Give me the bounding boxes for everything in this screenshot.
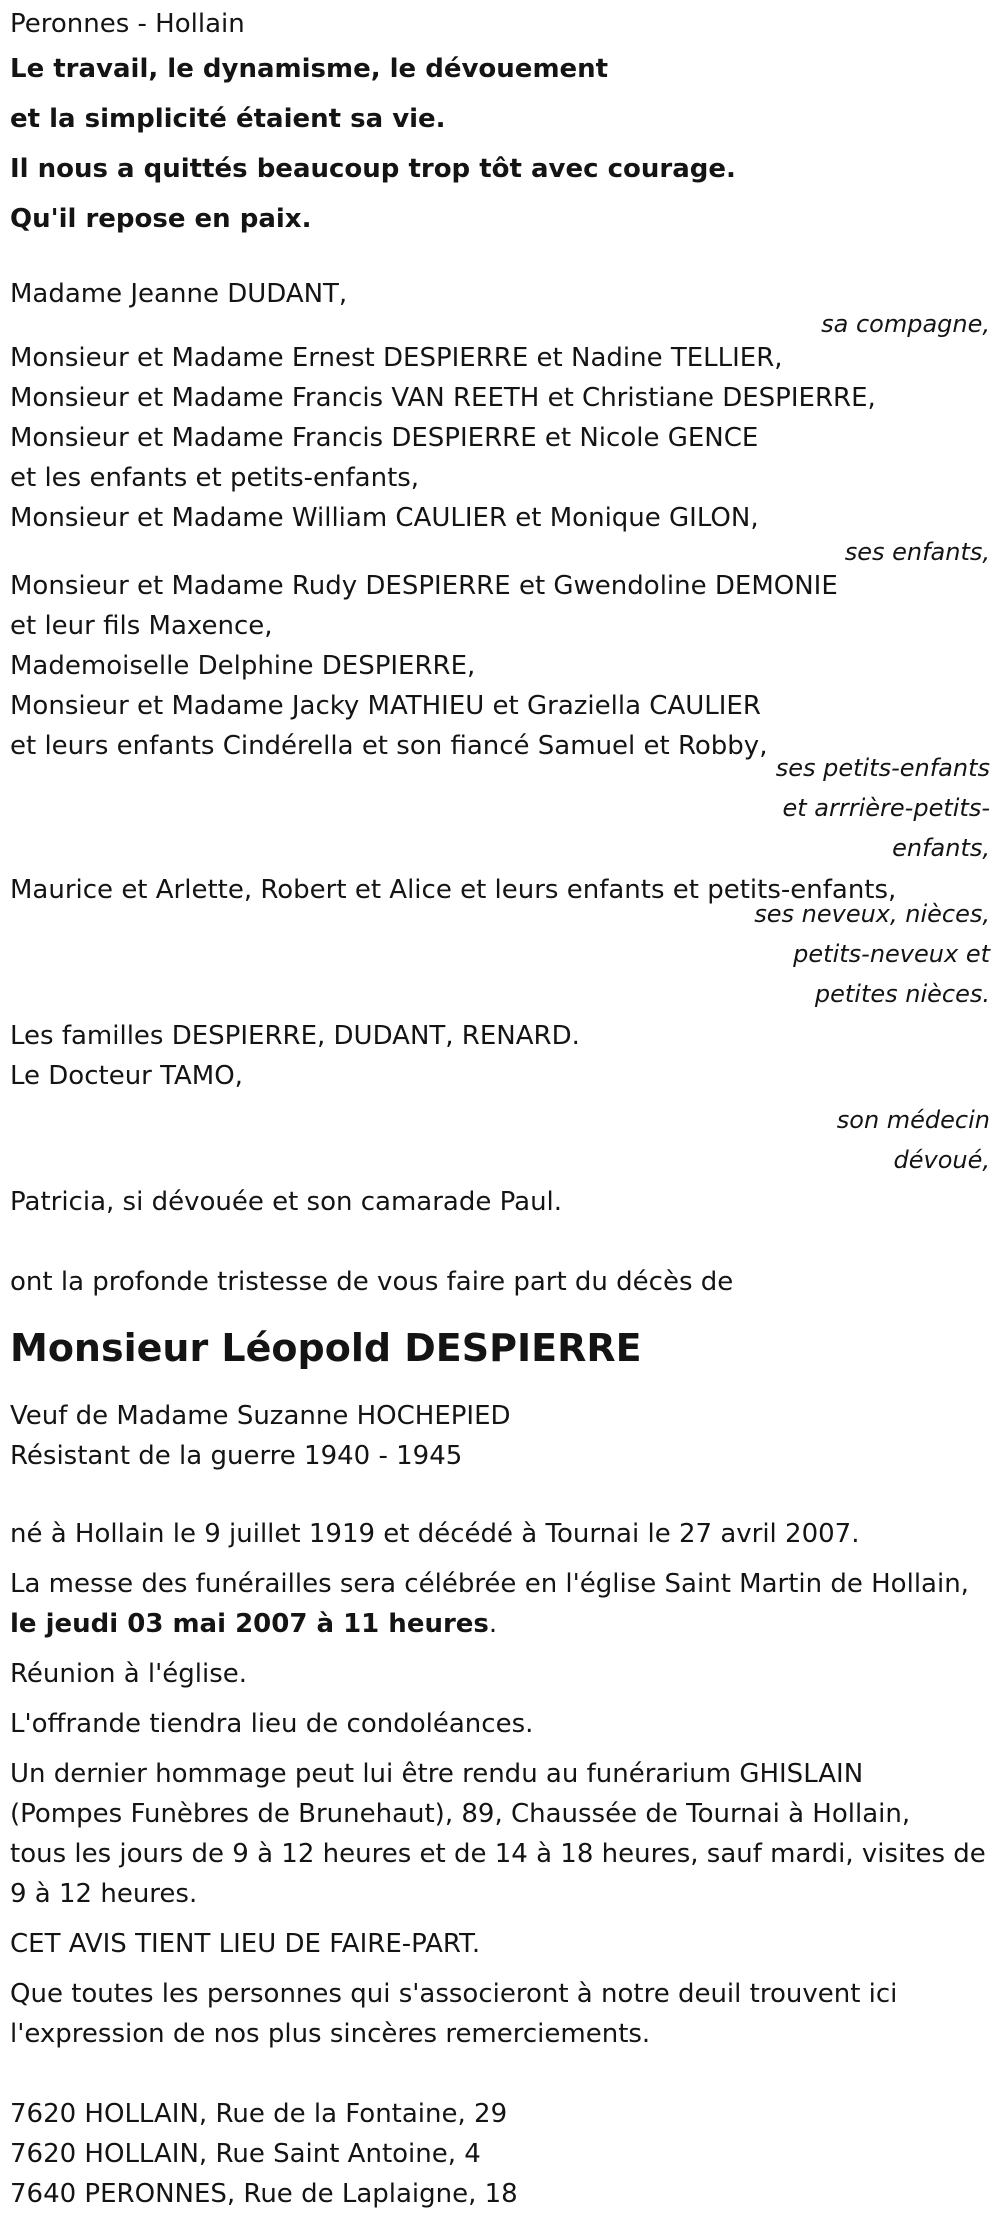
- tribute-line: Un dernier hommage peut lui être rendu au funérarium GHISLAIN: [10, 1759, 864, 1789]
- child-line: Monsieur et Madame Francis DESPIERRE et Nicole GENCE: [10, 423, 759, 453]
- grandchildren-role: enfants,: [892, 834, 990, 862]
- grandchild-line: Monsieur et Madame Jacky MATHIEU et Graziella CAULIER: [10, 691, 761, 721]
- quote-line: Le travail, le dynamisme, le dévouement: [10, 54, 609, 84]
- mass-date-end: .: [488, 1609, 498, 1639]
- friend-line: Patricia, si dévouée et son camarade Paul.: [10, 1187, 563, 1217]
- widower-line: Veuf de Madame Suzanne HOCHEPIED: [10, 1401, 511, 1431]
- grandchild-line: et leurs enfants Cindérella et son fiancé Samuel et Robby,: [10, 731, 768, 761]
- mass-date: le jeudi 03 mai 2007 à 11 heures: [10, 1609, 489, 1639]
- child-line: Monsieur et Madame Francis VAN REETH et Christiane DESPIERRE,: [10, 383, 876, 413]
- grandchildren-role: et arrrière-petits-: [782, 794, 990, 822]
- nephews-role: petites nièces.: [814, 980, 990, 1008]
- doctor-role: dévoué,: [893, 1146, 990, 1174]
- offering-line: L'offrande tiendra lieu de condoléances.: [10, 1709, 534, 1739]
- deceased-name: Monsieur Léopold DESPIERRE: [10, 1326, 642, 1370]
- announcement-line: ont la profonde tristesse de vous faire part du décès de: [10, 1267, 734, 1297]
- nephews-role: petits-neveux et: [793, 940, 990, 968]
- address-line: 7640 PERONNES, Rue de Laplaigne, 18: [10, 2179, 518, 2209]
- obituary-notice: [0, 4, 1000, 2214]
- grandchild-line: et leur fils Maxence,: [10, 611, 273, 641]
- tribute-line: (Pompes Funèbres de Brunehaut), 89, Chaussée de Tournai à Hollain,: [10, 1799, 911, 1829]
- place-header: Peronnes - Hollain: [10, 9, 245, 39]
- doctor-line: Le Docteur TAMO,: [10, 1061, 243, 1091]
- notice-line: CET AVIS TIENT LIEU DE FAIRE-PART.: [10, 1929, 481, 1959]
- mass-line: La messe des funérailles sera célébrée en l'église Saint Martin de Hollain,: [10, 1569, 969, 1599]
- thanks-paragraph: [10, 1974, 1000, 2054]
- quote-line: Il nous a quittés beaucoup trop tôt avec courage.: [10, 154, 736, 184]
- doctor-role: son médecin: [836, 1106, 990, 1134]
- child-line: Monsieur et Madame Ernest DESPIERRE et Nadine TELLIER,: [10, 343, 783, 373]
- tribute-paragraph: [10, 1754, 1000, 1914]
- thanks-line: l'expression de nos plus sincères remerciements.: [10, 2019, 651, 2049]
- meeting-line: Réunion à l'église.: [10, 1659, 248, 1689]
- grandchild-line: Mademoiselle Delphine DESPIERRE,: [10, 651, 476, 681]
- quote-line: et la simplicité étaient sa vie.: [10, 104, 446, 134]
- birth-death-line: né à Hollain le 9 juillet 1919 et décédé à Tournai le 27 avril 2007.: [10, 1519, 860, 1549]
- tribute-line: 9 à 12 heures.: [10, 1879, 198, 1909]
- resistance-line: Résistant de la guerre 1940 - 1945: [10, 1441, 463, 1471]
- grandchildren-role: ses petits-enfants: [775, 754, 990, 782]
- companion-role: sa compagne,: [821, 310, 990, 338]
- companion-name: Madame Jeanne DUDANT,: [10, 279, 348, 309]
- families-line: Les familles DESPIERRE, DUDANT, RENARD.: [10, 1021, 580, 1051]
- address-line: 7620 HOLLAIN, Rue Saint Antoine, 4: [10, 2139, 481, 2169]
- address-line: 7620 HOLLAIN, Rue de la Fontaine, 29: [10, 2099, 508, 2129]
- tribute-line: tous les jours de 9 à 12 heures et de 14 à 18 heures, sauf mardi, visites de: [10, 1839, 986, 1869]
- quote-line: Qu'il repose en paix.: [10, 204, 312, 234]
- mass-date-line: [10, 1604, 1000, 1644]
- child-line: Monsieur et Madame William CAULIER et Monique GILON,: [10, 503, 759, 533]
- child-line: et les enfants et petits-enfants,: [10, 463, 420, 493]
- children-role: ses enfants,: [844, 538, 990, 566]
- grandchild-line: Monsieur et Madame Rudy DESPIERRE et Gwendoline DEMONIE: [10, 571, 838, 601]
- nephews-line: Maurice et Arlette, Robert et Alice et leurs enfants et petits-enfants,: [10, 875, 897, 905]
- mass-paragraph: [10, 1564, 1000, 1644]
- thanks-line: Que toutes les personnes qui s'associeront à notre deuil trouvent ici: [10, 1979, 898, 2009]
- nephews-role: ses neveux, nièces,: [754, 900, 990, 928]
